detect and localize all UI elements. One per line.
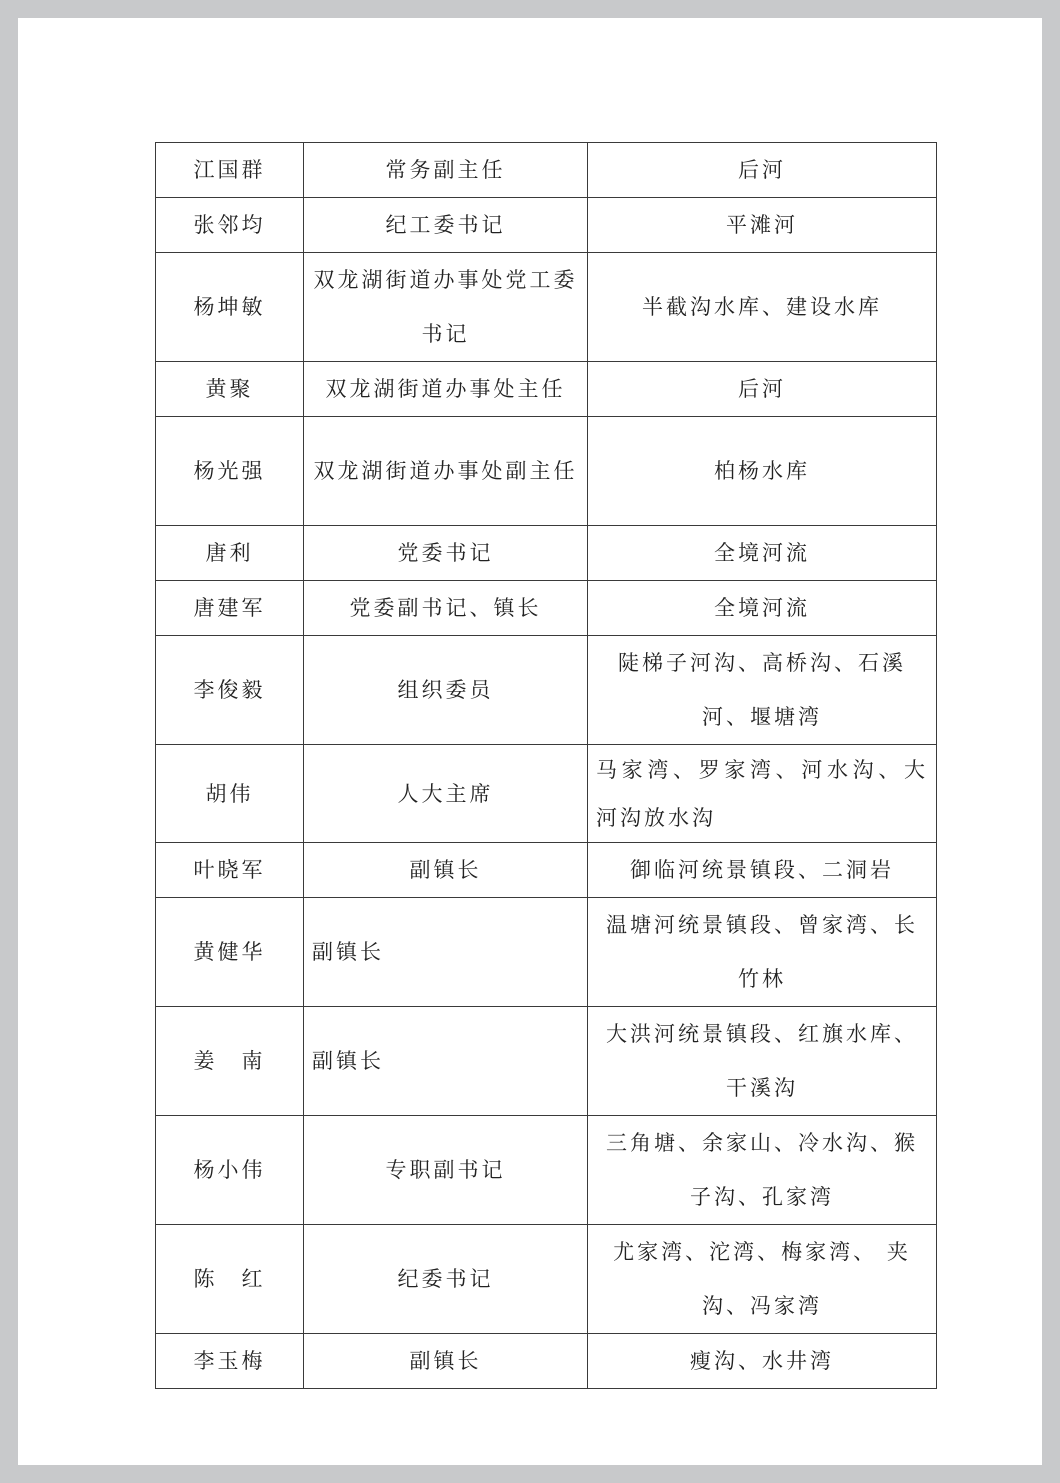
name-cell: 黄聚 [156,362,304,417]
area-cell: 全境河流 [588,581,937,636]
title-cell: 专职副书记 [304,1116,588,1225]
title-cell: 双龙湖街道办事处副主任 [304,417,588,526]
name-cell: 叶晓军 [156,843,304,898]
table-row [156,362,937,417]
document-page [18,18,1042,1465]
name-cell: 江国群 [156,143,304,198]
area-cell: 尤家湾、沱湾、梅家湾、 夹沟、冯家湾 [588,1225,937,1334]
title-cell: 副镇长 [304,843,588,898]
title-cell: 组织委员 [304,636,588,745]
area-cell: 平滩河 [588,198,937,253]
table-row [156,1225,937,1334]
area-cell: 御临河统景镇段、二洞岩 [588,843,937,898]
table-row [156,526,937,581]
table-row [156,143,937,198]
name-cell: 杨坤敏 [156,253,304,362]
title-cell: 党委书记 [304,526,588,581]
table-row [156,1116,937,1225]
table-row [156,1334,937,1389]
title-cell: 纪工委书记 [304,198,588,253]
table-row [156,1007,937,1116]
area-cell: 后河 [588,362,937,417]
name-cell: 陈 红 [156,1225,304,1334]
name-cell: 杨小伟 [156,1116,304,1225]
name-cell: 张邻均 [156,198,304,253]
table-row [156,198,937,253]
table-row [156,417,937,526]
title-cell: 常务副主任 [304,143,588,198]
area-cell: 温塘河统景镇段、曾家湾、长竹林 [588,898,937,1007]
table-row [156,898,937,1007]
area-cell: 瘦沟、水井湾 [588,1334,937,1389]
name-cell: 黄健华 [156,898,304,1007]
table-row [156,636,937,745]
name-cell: 胡伟 [156,745,304,843]
name-cell: 杨光强 [156,417,304,526]
table-row [156,745,937,843]
name-cell: 李俊毅 [156,636,304,745]
title-cell: 党委副书记、镇长 [304,581,588,636]
area-cell: 全境河流 [588,526,937,581]
area-cell: 三角塘、余家山、冷水沟、猴子沟、孔家湾 [588,1116,937,1225]
area-cell: 陡梯子河沟、高桥沟、石溪河、堰塘湾 [588,636,937,745]
area-cell: 半截沟水库、建设水库 [588,253,937,362]
area-cell: 大洪河统景镇段、红旗水库、干溪沟 [588,1007,937,1116]
title-cell: 纪委书记 [304,1225,588,1334]
table-row [156,843,937,898]
title-cell: 人大主席 [304,745,588,843]
area-cell: 柏杨水库 [588,417,937,526]
area-cell: 后河 [588,143,937,198]
river-chief-table [155,142,937,1389]
table-row [156,581,937,636]
name-cell: 姜 南 [156,1007,304,1116]
table-row [156,253,937,362]
title-cell: 副镇长 [304,1007,588,1116]
title-cell: 副镇长 [304,1334,588,1389]
title-cell: 双龙湖街道办事处党工委书记 [304,253,588,362]
area-cell: 马家湾、罗家湾、河水沟、大河沟放水沟 [588,745,937,843]
name-cell: 李玉梅 [156,1334,304,1389]
title-cell: 副镇长 [304,898,588,1007]
name-cell: 唐利 [156,526,304,581]
title-cell: 双龙湖街道办事处主任 [304,362,588,417]
name-cell: 唐建军 [156,581,304,636]
